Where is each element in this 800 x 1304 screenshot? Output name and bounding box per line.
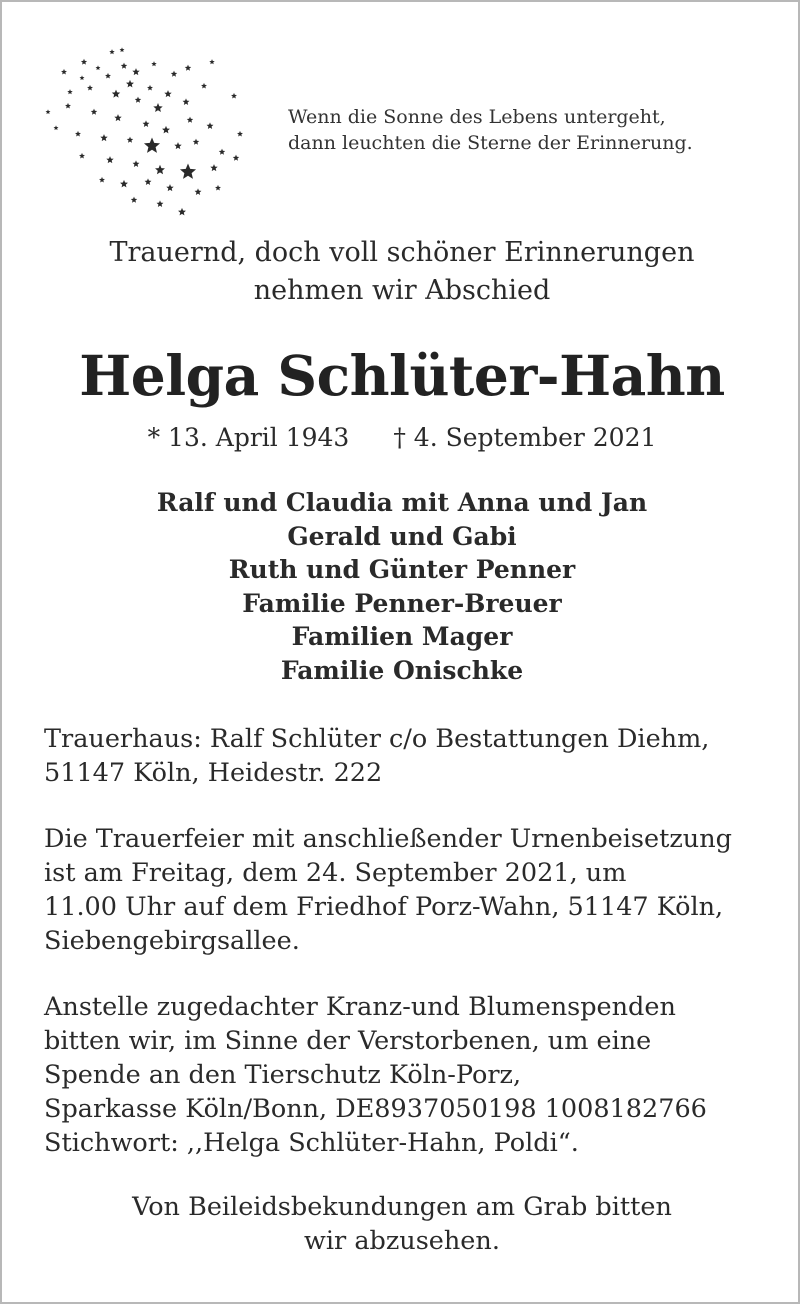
star-icon — [96, 65, 101, 70]
mourning-house-paragraph — [44, 722, 784, 790]
intro-line-1: Trauernd, doch voll schöner Erinnerungen — [109, 237, 695, 268]
donation-paragraph — [44, 990, 784, 1160]
text-line: Stichwort: ,,Helga Schlüter-Hahn, Poldi“. — [44, 1128, 579, 1158]
text-line: Sparkasse Köln/Bonn, DE8937050198 1008182766 — [44, 1094, 707, 1124]
text-line: Siebengebirgsallee. — [44, 926, 300, 956]
star-icon — [79, 153, 85, 159]
star-icon — [187, 117, 193, 123]
closing-note — [2, 1190, 800, 1258]
star-icon — [132, 68, 139, 75]
star-icon — [87, 85, 93, 91]
star-icon — [46, 109, 51, 114]
star-icon — [131, 197, 137, 203]
mourner-line: Ralf und Claudia mit Anna und Jan — [156, 488, 648, 517]
star-icon — [112, 90, 120, 98]
ceremony-paragraph — [44, 822, 784, 958]
star-icon — [127, 137, 133, 143]
star-icon — [215, 185, 221, 191]
star-icon — [219, 149, 225, 155]
star-icon — [207, 122, 214, 129]
star-icon — [166, 184, 173, 191]
star-icon — [135, 97, 141, 103]
mourner-line: Familien Mager — [291, 622, 513, 651]
intro-line-2: nehmen wir Abschied — [253, 275, 551, 306]
star-icon — [106, 156, 113, 163]
star-icon — [151, 61, 156, 66]
life-dates — [2, 420, 800, 456]
text-line: bitten wir, im Sinne der Verstorbenen, um eine — [44, 1026, 652, 1056]
text-line: Die Trauerfeier mit anschließender Urnenbeisetzung — [44, 824, 732, 854]
star-icon — [100, 134, 107, 141]
star-icon — [185, 65, 191, 71]
closing-line-2: wir abzusehen. — [304, 1226, 500, 1256]
star-icon — [121, 63, 127, 69]
mourner-line: Familie Penner-Breuer — [242, 588, 562, 618]
text-line: 51147 Köln, Heidestr. 222 — [44, 758, 383, 788]
star-icon — [54, 125, 59, 130]
text-line: ist am Freitag, dem 24. September 2021, um — [44, 858, 627, 888]
mourner-line: Familie Onischke — [280, 655, 524, 685]
star-icon — [81, 59, 87, 65]
text-line: Anstelle zugedachter Kranz-und Blumenspenden — [44, 992, 676, 1022]
star-icon — [99, 177, 105, 183]
star-icon — [183, 98, 190, 105]
star-icon — [75, 131, 81, 137]
text-line: 11.00 Uhr auf dem Friedhof Porz-Wahn, 51147 Köln, — [44, 892, 724, 922]
star-icon — [195, 188, 202, 195]
deceased-name: Helga Schlüter-Hahn — [79, 343, 725, 408]
death-date: † 4. September 2021 — [393, 423, 657, 452]
mourners-list — [2, 486, 800, 687]
intro-text — [2, 234, 800, 310]
stars-icon — [38, 42, 258, 222]
star-icon — [155, 165, 165, 174]
star-icon — [209, 59, 214, 64]
star-icon — [114, 114, 121, 121]
star-icon — [120, 180, 128, 188]
star-icon — [174, 142, 181, 149]
star-icon — [231, 93, 237, 99]
star-icon — [80, 75, 85, 80]
star-icon — [157, 200, 164, 207]
star-icon — [210, 164, 217, 171]
star-icon — [201, 83, 207, 89]
star-icon — [145, 178, 152, 185]
motto-line-1: Wenn die Sonne des Lebens untergeht, — [288, 106, 666, 128]
star-icon — [109, 49, 114, 54]
star-icon — [120, 47, 125, 52]
motto-line-2: dann leuchten die Sterne der Erinnerung. — [288, 132, 693, 154]
star-icon — [178, 208, 186, 216]
star-icon — [164, 90, 171, 97]
text-line: Trauerhaus: Ralf Schlüter c/o Bestattungen Diehm, — [44, 724, 710, 754]
star-icon — [144, 138, 160, 153]
star-icon — [171, 71, 177, 77]
star-icon — [126, 80, 134, 88]
star-icon — [153, 103, 162, 112]
star-icon — [67, 89, 72, 94]
star-icon — [180, 164, 196, 179]
closing-line-1: Von Beileidsbekundungen am Grab bitten — [132, 1192, 672, 1222]
star-icon — [162, 126, 170, 134]
star-icon — [105, 73, 111, 79]
star-icon — [133, 160, 140, 167]
star-icon — [233, 155, 239, 161]
text-line: Spende an den Tierschutz Köln-Porz, — [44, 1060, 522, 1090]
star-icon — [91, 109, 97, 115]
star-icon — [237, 131, 243, 137]
star-icon — [193, 139, 199, 145]
star-icon — [61, 69, 67, 75]
star-icon — [65, 103, 71, 109]
motto-quote — [288, 104, 758, 156]
birth-date: * 13. April 1943 — [147, 423, 350, 452]
mourner-line: Gerald und Gabi — [287, 521, 517, 551]
mourner-line: Ruth und Günter Penner — [228, 555, 576, 584]
star-icon — [147, 85, 153, 91]
star-icon — [143, 120, 150, 127]
